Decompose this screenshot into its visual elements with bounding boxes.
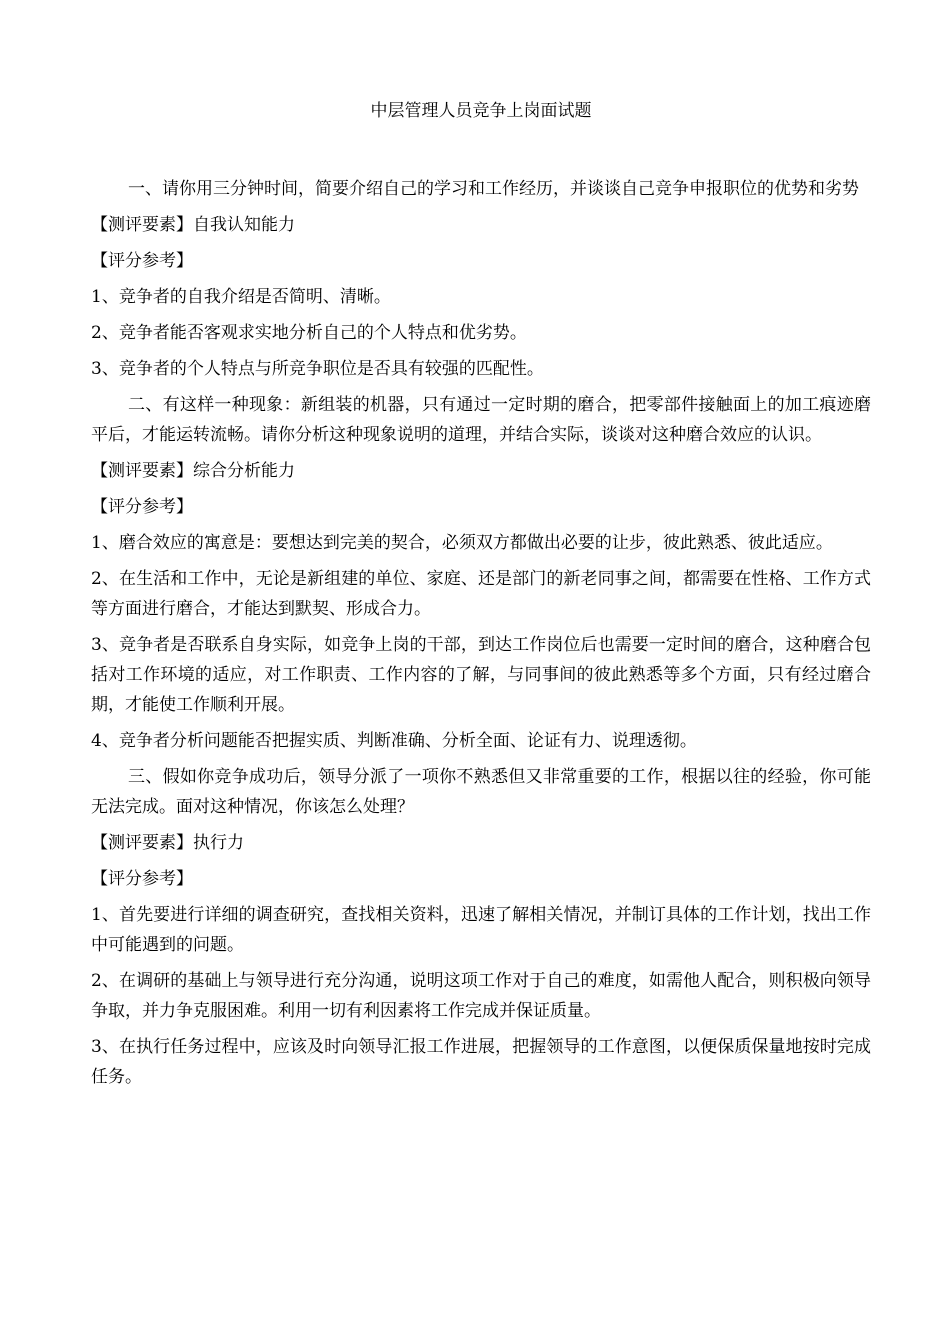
scoring-point: 3、竞争者是否联系自身实际，如竞争上岗的干部，到达工作岗位后也需要一定时间的磨合，这种磨合包括对工作环境的适应，对工作职责、工作内容的了解，与同事间的彼此熟悉等多个方面，只有经过磨合期，才能使工作顺利开展。 xyxy=(91,635,871,715)
scoring-point: 4、竞争者分析问题能否把握实质、判断准确、分析全面、论证有力、说理透彻。 xyxy=(91,731,697,751)
scoring-point: 1、竞争者的自我介绍是否简明、清晰。 xyxy=(91,287,391,307)
factor-label: 【测评要素】 xyxy=(91,215,193,235)
factor-label: 【测评要素】 xyxy=(91,833,193,853)
question-section xyxy=(91,390,871,756)
question-section xyxy=(91,174,871,384)
scoring-point: 3、在执行任务过程中，应该及时向领导汇报工作进展，把握领导的工作意图，以便保质保量地按时完成任务。 xyxy=(91,1037,871,1087)
scoring-point: 2、在生活和工作中，无论是新组建的单位、家庭、还是部门的新老同事之间，都需要在性格、工作方式等方面进行磨合，才能达到默契、形成合力。 xyxy=(91,569,871,619)
scoring-point: 1、磨合效应的寓意是：要想达到完美的契合，必须双方都做出必要的让步，彼此熟悉、彼此适应。 xyxy=(91,533,833,553)
factor-line xyxy=(91,456,871,486)
question-text: 三、假如你竞争成功后，领导分派了一项你不熟悉但又非常重要的工作，根据以往的经验，你可能无法完成。面对这种情况，你该怎么处理？ xyxy=(91,767,871,817)
document-title: 中层管理人员竞争上岗面试题 xyxy=(370,101,592,121)
factor-value: 自我认知能力 xyxy=(193,215,295,235)
scoring-label: 【评分参考】 xyxy=(91,869,193,889)
factor-value: 综合分析能力 xyxy=(193,461,295,481)
factor-label: 【测评要素】 xyxy=(91,461,193,481)
scoring-label: 【评分参考】 xyxy=(91,251,193,271)
factor-line xyxy=(91,210,871,240)
scoring-point: 2、在调研的基础上与领导进行充分沟通，说明这项工作对于自己的难度，如需他人配合，则积极向领导争取，并力争克服困难。利用一切有利因素将工作完成并保证质量。 xyxy=(91,971,871,1021)
question-text: 一、请你用三分钟时间，简要介绍自己的学习和工作经历，并谈谈自己竞争申报职位的优势和劣势 xyxy=(128,179,859,199)
scoring-point: 2、竞争者能否客观求实地分析自己的个人特点和优劣势。 xyxy=(91,323,527,343)
scoring-point: 1、首先要进行详细的调查研究，查找相关资料，迅速了解相关情况，并制订具体的工作计划，找出工作中可能遇到的问题。 xyxy=(91,905,871,955)
scoring-label: 【评分参考】 xyxy=(91,497,193,517)
question-text: 二、有这样一种现象：新组装的机器，只有通过一定时期的磨合，把零部件接触面上的加工痕迹磨平后，才能运转流畅。请你分析这种现象说明的道理，并结合实际，谈谈对这种磨合效应的认识。 xyxy=(91,395,871,445)
scoring-point: 3、竞争者的个人特点与所竞争职位是否具有较强的匹配性。 xyxy=(91,359,544,379)
question-section xyxy=(91,762,871,1092)
document-page xyxy=(91,96,871,1098)
factor-value: 执行力 xyxy=(193,833,244,853)
factor-line xyxy=(91,828,871,858)
